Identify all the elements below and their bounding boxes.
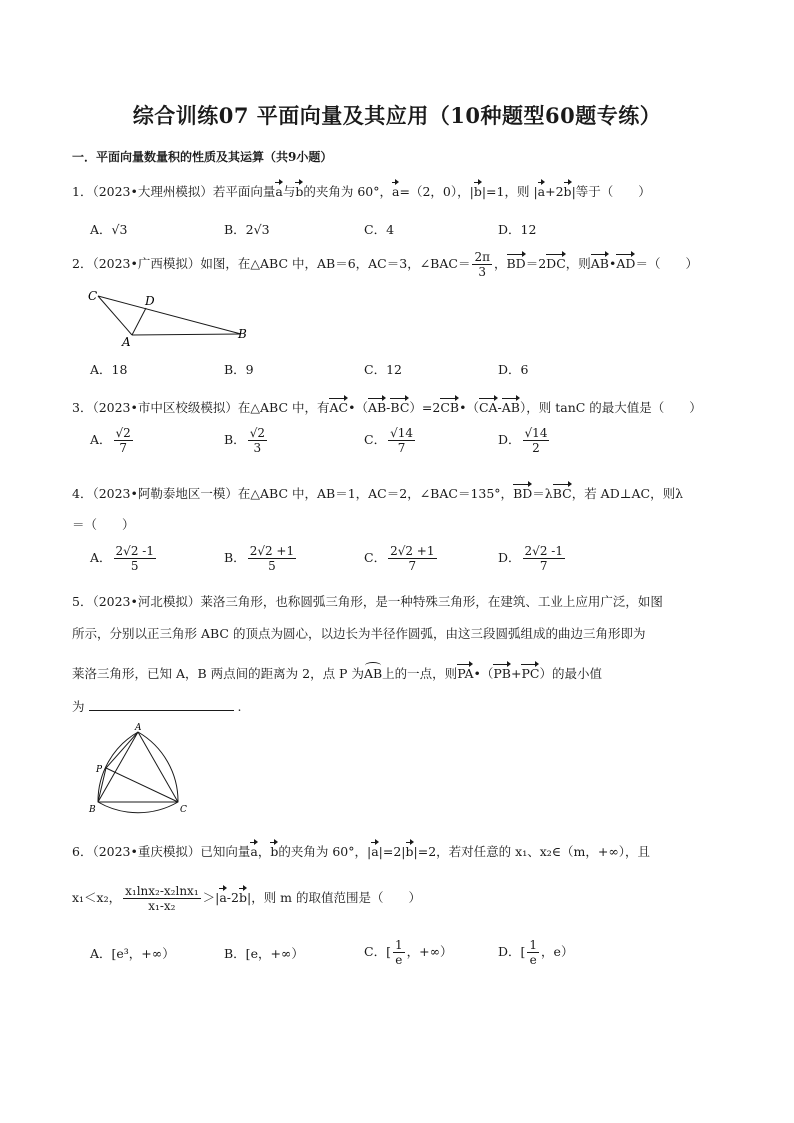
question-3: 3．（2023•市中区校级模拟）在△ABC 中，有AC•（AB-BC）=2CB•（CA-AB），则 tanC 的最大值是（ ） [72,396,702,416]
q6-option-b: B．[e，+∞） [224,946,304,961]
q4-option-a: A． $\frac{2√2 -1}{5}$ [90,544,154,573]
label-b: B [238,327,247,341]
q4-option-b: B． $\frac{2√2 +1}{5}$ [224,544,295,573]
q6-option-d: D．[ $\frac{1}{e}$ ，e） [498,938,574,967]
question-5-line-1: 5．（2023•河北模拟）莱洛三角形，也称圆弧三角形，是一种特殊三角形，在建筑、工业上应用广泛，如图 [72,594,663,609]
answer-blank[interactable] [89,710,234,711]
label-p: P [96,765,103,775]
label-d: D [145,294,155,308]
q1-option-b: B．2√3 [224,222,270,237]
label-a: A [122,335,131,348]
question-6-line-2: x₁＜x₂， $\frac{\text{x₁lnx₂-x₂lnx₁}}{\text{x₁-x₂}}$ ＞|a-2b|，则 m 的取值范围是（ ） [72,884,422,913]
q2-triangle-figure [86,286,256,348]
q3-option-b: B． $\frac{√2}{3}$ [224,426,265,455]
q3-option-a: A． $\frac{√2}{7}$ [90,426,131,455]
q3-option-c: C． $\frac{√14}{7}$ [364,426,413,455]
question-1: 1．（2023•大理州模拟）若平面向量a与b的夹角为 60°，a=（2，0），|b|=1，则 |a+2b|等于（ ） [72,180,651,200]
question-4: 4．（2023•阿勒泰地区一模）在△ABC 中，AB＝1，AC＝2，∠BAC＝135°，BD＝λBC，若 AD⊥AC，则λ [72,482,683,502]
section-heading: 一．平面向量数量积的性质及其运算（共9小题） [72,150,333,164]
question-5-line-3: 莱洛三角形，已知 A，B 两点间的距离为 2，点 P 为AB上的一点，则PA•（PB+PC）的最小值 [72,662,602,682]
q4-option-d: D． $\frac{2√2 -1}{7}$ [498,544,563,573]
q4-option-c: C． $\frac{2√2 +1}{7}$ [364,544,435,573]
q1-option-c: C．4 [364,222,395,237]
q2-option-c: C．12 [364,362,402,377]
q1-option-a: A．√3 [90,222,128,237]
question-4-line-2: ＝（ ） [72,517,135,532]
q2-option-a: A．18 [90,362,128,377]
label-c: C [88,289,98,303]
q6-option-c: C．[ $\frac{1}{e}$ ，+∞） [364,938,453,967]
q6-option-a: A．[e³，+∞） [90,946,175,961]
question-5-line-4: 为 . [72,699,242,714]
label-a: A [135,723,142,733]
q5-reuleaux-figure [84,722,194,818]
label-c: C [180,805,187,815]
page-title: 综合训练07 平面向量及其应用（10种题型60题专练） [132,103,662,128]
q2-option-b: B．9 [224,362,254,377]
question-6: 6．（2023•重庆模拟）已知向量a，b的夹角为 60°，|a|=2|b|=2，若对任意的 x₁、x₂∈（m，+∞），且 [72,840,650,860]
question-5-line-2: 所示，分别以正三角形 ABC 的顶点为圆心，以边长为半径作圆弧，由这三段圆弧组成的曲边三角形即为 [72,626,646,641]
label-b: B [89,805,96,815]
q1-option-d: D．12 [498,222,537,237]
q3-option-d: D． $\frac{√14}{2}$ [498,426,548,455]
q2-option-d: D．6 [498,362,529,377]
question-2: 2．（2023•广西模拟）如图，在△ABC 中，AB＝6，AC＝3，∠BAC＝ $\frac{2\pi}{3}$ ，BD＝2DC，则AB•AD＝（ ） [72,250,698,279]
